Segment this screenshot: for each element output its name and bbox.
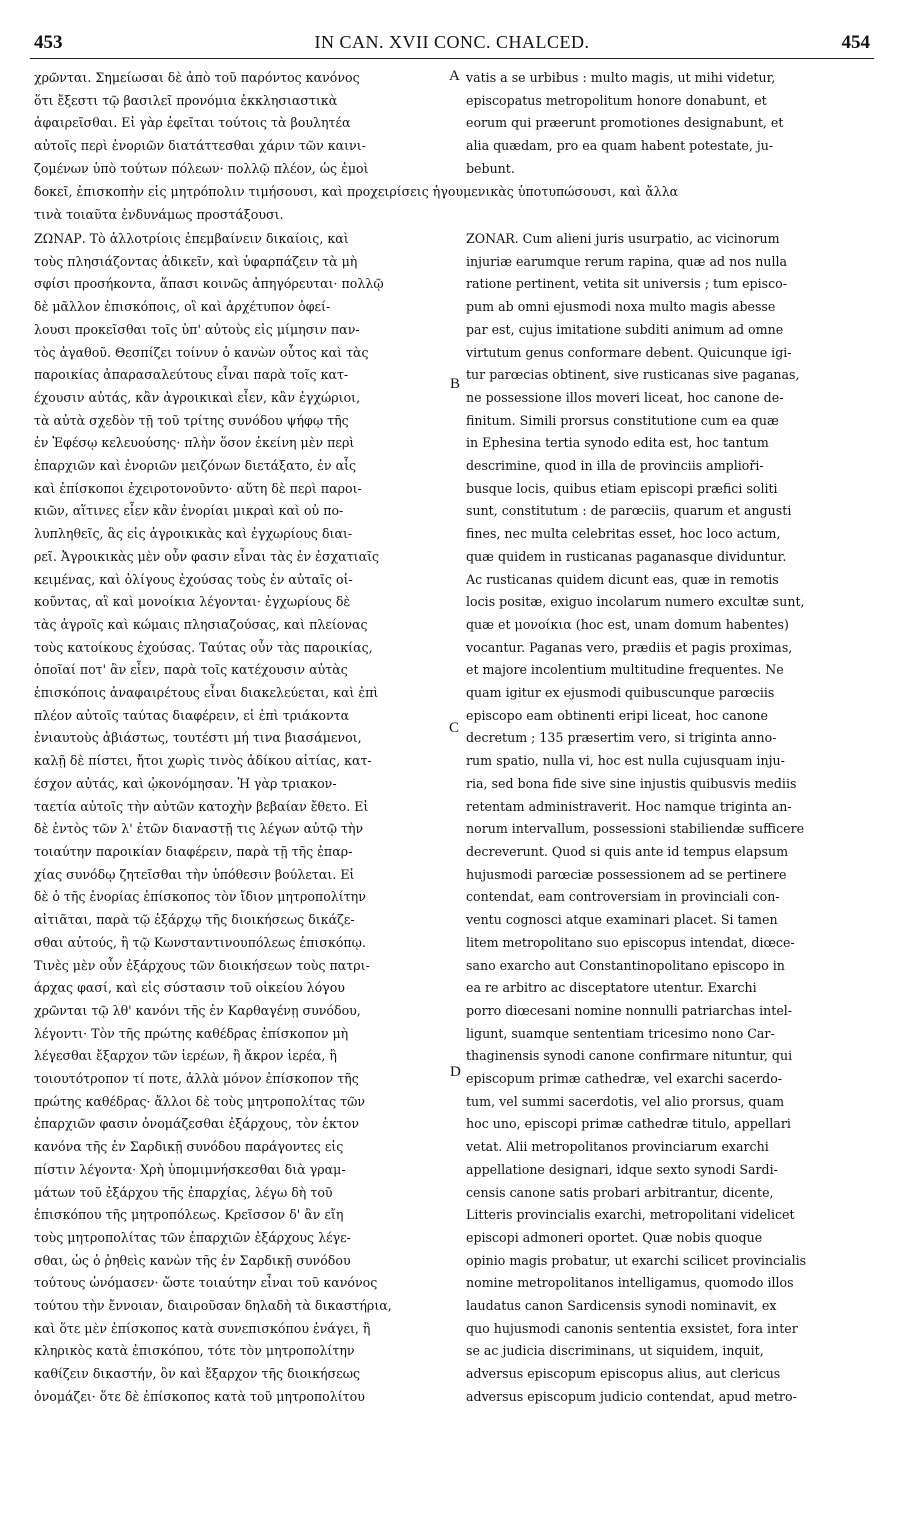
margin-marker-c: C <box>449 720 460 736</box>
text-line: vocantur. Paganas vero, prædiis et pagis proximas, <box>466 639 793 655</box>
text-line: episcopi admoneri oportet. Quæ nobis quoque <box>466 1229 763 1245</box>
text-line: δὲ ὁ τῆς ἐνορίας ἐπίσκοπος τὸν ἴδιον μητροπολίτην <box>34 889 366 905</box>
running-title: IN CAN. XVII CONC. CHALCED. <box>314 32 590 52</box>
text-line: decretum ; 135 præsertim vero, si triginta anno- <box>466 730 777 746</box>
text-line: πίστιν λέγοντα· Χρὴ ὑπομιμνήσκεσθαι διὰ γραμ- <box>34 1161 346 1177</box>
text-line: ὅτι ἔξεστι τῷ βασιλεῖ προνόμια ἐκκλησιαστικὰ <box>34 92 338 108</box>
margin-marker-b: B <box>450 376 461 392</box>
text-line: et majore incolentium multitudine frequentes. Ne <box>466 662 784 678</box>
text-line: ἐπισκόπου τῆς μητροπόλεως. Κρεῖσσον δ' ἂν εἴη <box>34 1207 344 1223</box>
margin-marker-a: A <box>449 68 460 84</box>
text-line: λουσι προκεῖσθαι τοῖς ὑπ' αὐτοὺς εἰς μίμησιν παν- <box>34 321 360 337</box>
text-line: episcopo eam obtinenti eripi liceat, hoc canone <box>466 707 768 723</box>
text-line: καθίζειν δικαστήν, ὃν καὶ ἔξαρχον τῆς διοικήσεως <box>34 1366 361 1382</box>
text-line: rum spatio, nulla vi, hoc est nulla cujusquam inju- <box>466 753 785 769</box>
text-line: τινὰ τοιαῦτα ἐνδυνάμως προστάξουσι. <box>34 206 284 222</box>
text-line: κειμένας, καὶ ὀλίγους ἐχούσας τοὺς ἐν αὐταῖς οἰ- <box>34 571 353 587</box>
text-line: episcopum primæ cathedræ, vel exarchi sacerdo- <box>466 1071 783 1087</box>
text-line: ligunt, suamque sententiam tricesimo nono Car- <box>466 1025 775 1041</box>
text-line: opinio magis probatur, ut exarchi scilicet provincialis <box>466 1252 807 1268</box>
greek-column <box>34 228 446 1409</box>
text-line: χρῶνται. Σημείωσαι δὲ ἀπὸ τοῦ παρόντος κανόνος <box>34 70 360 85</box>
greek-column-top <box>34 67 446 181</box>
text-line: κληρικὸς κατὰ ἐπισκόπου, τότε τὸν μητροπολίτην <box>34 1343 355 1359</box>
text-line: ἐπισκόποις ἀναφαιρέτους εἶναι διακελεύεται, καὶ ἐπὶ <box>34 685 379 701</box>
text-line: τούτους ὠνόμασεν· ὥστε τοιαύτην εἶναι τοῦ κανόνος <box>34 1275 378 1291</box>
text-line: σθαι αὐτούς, ἢ τῷ Κωνσταντινουπόλεως ἐπισκόπῳ. <box>34 934 366 950</box>
latin-column-top <box>466 67 872 181</box>
text-line: δὲ μᾶλλον ἐπισκόποις, οἳ καὶ ἀρχέτυπον ὀφεί- <box>34 299 331 315</box>
text-line: αἰτιᾶται, παρὰ τῷ ἐξάρχῳ τῆς διοικήσεως δικάζε- <box>34 912 355 928</box>
text-line: αὐτοῖς περὶ ἐνοριῶν διατάττεσθαι χάριν τῶν καινι- <box>34 138 366 154</box>
text-line: se ac judicia discriminans, ut siquidem, inquit, <box>466 1343 764 1359</box>
text-line: ἐπαρχιῶν καὶ ἐνοριῶν μειζόνων διετάξατο, ἐν αἷς <box>34 458 357 474</box>
text-line: ἀφαιρεῖσθαι. Εἰ γὰρ ἐφεῖται τούτοις τὰ βουλητέα <box>34 115 351 131</box>
text-line: τοὺς κατοίκους ἐχούσας. Ταύτας οὖν τὰς παροικίας, <box>34 639 373 655</box>
text-line: par est, cujus imitatione subditi animum ad omne <box>466 321 784 337</box>
text-line: λέγοντι· Τὸν τῆς πρώτης καθέδρας ἐπίσκοπον μὴ <box>34 1025 349 1041</box>
text-line: ΖΩΝΑΡ. Τὸ ἀλλοτρίοις ἐπεμβαίνειν δικαίοις, καὶ <box>34 231 349 246</box>
text-line: τούτου τὴν ἔννοιαν, διαιροῦσαν δηλαδὴ τὰ δικαστήρια, <box>34 1298 392 1314</box>
text-line: ρεῖ. Ἀγροικικὰς μὲν οὖν φασιν εἶναι τὰς ἐν ἐσχατιαῖς <box>34 548 380 564</box>
text-line: πλέον αὐτοῖς ταύτας διαφέρειν, εἰ ἐπὶ τριάκοντα <box>34 707 350 723</box>
text-line: ea re arbitro ac disceptatore utentur. Exarchi <box>466 980 757 996</box>
full-width-span <box>34 181 872 226</box>
text-line: virtutum genus conformare debent. Quicunque igi- <box>466 344 792 360</box>
text-line: καὶ ὅτε μὲν ἐπίσκοπος κατὰ συνεπισκόπου ἐνάγει, ἢ <box>34 1320 371 1336</box>
text-line: τὰς ἀγροῖς καὶ κώμαις πλησιαζούσας, καὶ πλείονας <box>34 616 368 632</box>
text-line: nomine metropolitanos intelligamus, quomodo illos <box>466 1275 794 1291</box>
text-line: vatis a se urbibus : multo magis, ut mihi videtur, <box>466 70 776 85</box>
text-line: λέγεσθαι ἔξαρχον τῶν ἱερέων, ἢ ἄκρον ἱερέα, ἢ <box>34 1048 337 1064</box>
text-line: sunt, constitutum : de parœciis, quarum et angusti <box>466 503 792 519</box>
text-line: σθαι, ὡς ὁ ῥηθεὶς κανὼν τῆς ἐν Σαρδικῇ συνόδου <box>34 1252 351 1268</box>
text-line: vetat. Alii metropolitanos provinciarum exarchi <box>466 1139 769 1155</box>
text-line: quæ et μονοίκια (hoc est, unam domum habentes) <box>466 616 789 632</box>
text-line: adversus episcopum episcopus alius, aut clericus <box>466 1366 781 1382</box>
left-page-number: 453 <box>34 32 63 53</box>
text-line: τὸς ἀγαθοῦ. Θεσπίζει τοίνυν ὁ κανὼν οὗτος καὶ τὰς <box>34 344 369 360</box>
text-line: sano exarcho aut Constantinopolitano episcopo in <box>466 957 785 973</box>
text-line: adversus episcopum judicio contendat, apud metro- <box>466 1388 797 1404</box>
text-line: παροικίας ἀπαρασαλεύτους εἶναι παρὰ τοῖς κατ- <box>34 367 349 383</box>
text-line: alia quædam, pro ea quam habent potestate, ju- <box>466 138 774 154</box>
text-line: καλῇ δὲ πίστει, ἤτοι χωρὶς τινὸς ἀδίκου αἰτίας, κατ- <box>34 753 372 769</box>
text-line: τοιαύτην παροικίαν διαφέρειν, παρὰ τῇ τῆς ἐπαρ- <box>34 843 353 859</box>
text-line: ὀνομάζει· ὅτε δὲ ἐπίσκοπος κατὰ τοῦ μητροπολίτου <box>34 1388 365 1404</box>
text-line: ἐν Ἐφέσῳ κελευούσης· πλὴν ὅσον ἐκείνη μὲν περὶ <box>34 435 355 451</box>
text-line: injuriæ earumque rerum rapina, quæ ad nos nulla <box>466 253 788 269</box>
text-line: retentam administraverit. Hoc namque triginta an- <box>466 798 792 814</box>
text-line: in Ephesina tertia synodo edita est, hoc tantum <box>466 435 769 451</box>
text-line: hujusmodi parœciæ possessionem ad se pertinere <box>466 866 787 882</box>
text-line: έχουσιν αὐτάς, κἂν ἀγροικικαὶ εἶεν, κἂν ἐγχώριοι, <box>34 389 361 405</box>
text-line: ἐπαρχιῶν φασιν ὀνομάζεσθαι ἐξάρχους, τὸν ἑκτον <box>34 1116 360 1132</box>
text-line: ventu cognosci atque examinari placet. Si tamen <box>466 912 778 928</box>
text-line: quæ quidem in rusticanas paganasque dividuntur. <box>466 548 787 564</box>
text-line: tur parœcias obtinent, sive rusticanas sive paganas, <box>466 367 800 383</box>
text-line: fines, nec multa celebritas esset, hoc loco actum, <box>466 526 781 542</box>
text-line: ria, sed bona fide sive sine injustis quibusvis mediis <box>466 775 797 791</box>
text-line: finitum. Simili prorsus constitutione cum ea quæ <box>466 412 779 428</box>
text-line: eorum qui præerunt promotiones designabunt, et <box>466 115 784 131</box>
text-line: quam igitur ex ejusmodi quibuscunque parœciis <box>466 685 775 701</box>
right-page-number: 454 <box>841 32 870 53</box>
text-line: ZONAR. Cum alieni juris usurpatio, ac vicinorum <box>466 231 780 246</box>
text-line: τοὺς μητροπολίτας τῶν ἐπαρχιῶν ἐξάρχους λέγε- <box>34 1229 351 1245</box>
text-line: bebunt. <box>466 160 515 176</box>
text-line: locis positæ, exiguo incolarum numero excultæ sunt, <box>466 594 805 610</box>
text-line: censis canone satis probari arbitrantur, dicente, <box>466 1184 774 1200</box>
text-line: ratione pertinent, vetita sit universis ; tum episco- <box>466 276 787 292</box>
latin-column <box>466 228 872 1409</box>
text-line: έσχον αὐτάς, καὶ ᾠκονόμησαν. Ἡ γὰρ τριακον- <box>34 775 337 791</box>
text-line: λυπληθεῖς, ἃς εἰς ἀγροικικὰς καὶ ἐγχωρίους διαι- <box>34 526 353 542</box>
text-line: Litteris provincialis exarchi, metropolitani videlicet <box>466 1207 795 1223</box>
text-line: χρῶνται τῷ λθ' κανόνι τῆς ἐν Καρθαγένῃ συνόδου, <box>34 1002 361 1018</box>
text-line: κιῶν, αἵτινες εἶεν κἂν ἐνορίαι μικραὶ καὶ οὐ πο- <box>34 503 344 519</box>
text-line: τὰ αὐτὰ σχεδὸν τῇ τοῦ τρίτης συνόδου ψήφῳ τῆς <box>34 412 349 428</box>
text-line: ὁποῖαί ποτ' ἂν εἶεν, παρὰ τοῖς κατέχουσιν αὐτὰς <box>34 662 348 678</box>
text-line: pum ab omni ejusmodi noxa multo magis abesse <box>466 299 776 315</box>
text-line: τοιουτότροπον τί ποτε, ἀλλὰ μόνον ἐπίσκοπον τῆς <box>34 1071 359 1087</box>
text-line: Τινὲς μὲν οὖν ἐξάρχους τῶν διοικήσεων τοὺς πατρι- <box>34 957 370 973</box>
text-line: decreverunt. Quod si quis ante id tempus elapsum <box>466 843 789 859</box>
text-line: episcopatus metropolitum honore donabunt, et <box>466 92 767 108</box>
text-line: norum intervallum, possessioni stabiliendæ sufficere <box>466 821 805 837</box>
text-line: άρχας φασί, καὶ εἰς σύστασιν τοῦ οἰκείου λόγου <box>34 980 345 996</box>
text-line: thaginensis synodi canone confirmare nituntur, qui <box>466 1048 793 1064</box>
text-line: δὲ ἐντὸς τῶν λ' ἐτῶν διαναστῇ τις λέγων αὐτῷ τὴν <box>34 821 364 837</box>
text-line: ἐνιαυτοὺς ἀβιάστως, τουτέστι μή τινα βιασάμενοι, <box>34 730 362 746</box>
text-line: tum, vel summi sacerdotis, vel alio prorsus, quam <box>466 1093 785 1109</box>
margin-marker-d: D <box>450 1064 461 1080</box>
text-line: σφίσι προσήκοντα, ἅπασι κοινῶς ἀπηγόρευται· πολλῷ <box>34 276 384 292</box>
text-line: Ac rusticanas quidem dicunt eas, quæ in remotis <box>466 571 779 587</box>
text-line: descrimine, quod in illa de provinciis amplioři- <box>466 458 764 474</box>
text-line: ne possessione illos moveri liceat, hoc canone de- <box>466 389 784 405</box>
text-line: τοὺς πλησιάζοντας ἀδικεῖν, καὶ ὑφαρπάζειν τὰ μὴ <box>34 253 358 269</box>
text-line: κοῦντας, αἳ καὶ μονοίκια λέγονται· ἐγχωρίους δὲ <box>34 594 351 610</box>
text-line: χίας συνόδῳ ζητεῖσθαι τὴν ὑπόθεσιν βούλεται. Εἰ <box>34 866 355 882</box>
text-line: quo hujusmodi canonis sententia exsistet, fora inter <box>466 1320 798 1336</box>
text-line: appellatione designari, idque sexto synodi Sardi- <box>466 1161 778 1177</box>
text-line: δοκεῖ, ἐπισκοπὴν εἰς μητρόπολιν τιμήσουσι, καὶ προχειρίσεις ἡγουμενικὰς ὑποτυπώσουσι, καὶ ἄλλα <box>34 184 679 199</box>
text-line: κανόνα τῆς ἐν Σαρδικῇ συνόδου παράγοντες εἰς <box>34 1139 344 1155</box>
text-line: καὶ ἐπίσκοποι ἐχειροτονοῦντο· αὕτη δὲ περὶ παροι- <box>34 480 362 496</box>
text-line: ταετία αὐτοῖς τὴν αὐτῶν κατοχὴν βεβαίαν ἔθετο. Εἰ <box>34 798 369 814</box>
text-line: litem metropolitano suo episcopus intendat, diœce- <box>466 934 795 950</box>
text-line: πρώτης καθέδρας· ἄλλοι δὲ τοὺς μητροπολίτας τῶν <box>34 1093 366 1109</box>
text-line: busque locis, quibus etiam episcopi præfici soliti <box>466 480 778 496</box>
text-line: porro diœcesani nomine nonnulli patriarchas intel- <box>466 1002 793 1018</box>
text-line: laudatus canon Sardicensis synodi nominavit, ex <box>466 1298 777 1314</box>
text-line: contendat, eam controversiam in provinciali con- <box>466 889 780 905</box>
page-header <box>30 30 874 59</box>
text-line: ζομένων ὑπὸ τούτων πόλεων· πολλῷ πλέον, ὡς ἐμοὶ <box>34 160 369 176</box>
text-line: hoc uno, episcopi primæ cathedræ titulo, appellari <box>466 1116 791 1132</box>
text-line: μάτων τοῦ ἐξάρχου τῆς ἐπαρχίας, λέγω δὴ τοῦ <box>34 1184 333 1200</box>
